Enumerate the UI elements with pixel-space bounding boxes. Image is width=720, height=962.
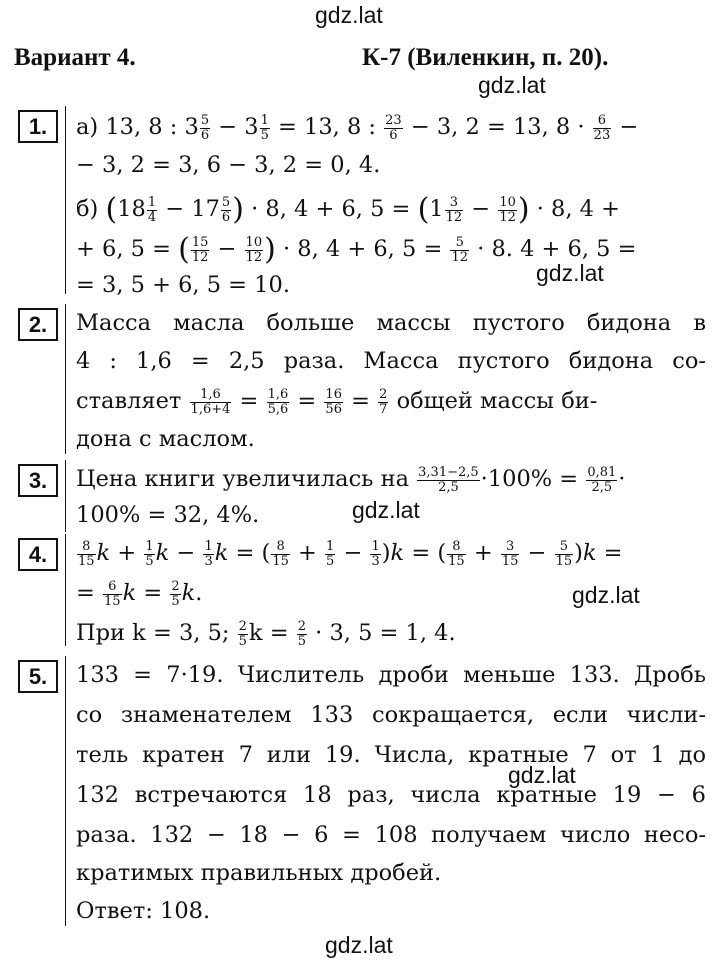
problem-4-line-1: $\frac{8}{15}$ k + $\frac{1}{5}$ k − $\frac{1}{3}$ k = ( $\frac{8}{15}$ + $\frac{1}{5}$ − $\frac{1}{3}$ )k = ( $\frac{8}{15}$ + $\frac{3}{15}$ − $\frac{5}{15}$ )k = bbox=[78, 538, 623, 569]
problem-1-line-2: − 3, 2 = 3, 6 − 3, 2 = 0, 4. bbox=[76, 152, 381, 178]
problem-number-3: 3. bbox=[18, 464, 58, 497]
part-b-label: б) bbox=[76, 196, 99, 222]
problem-number-4: 4. bbox=[18, 538, 58, 571]
problem-5-line-5: раза. 132 − 18 − 6 = 108 получаем число несо- bbox=[76, 822, 706, 848]
problem-divider bbox=[65, 106, 66, 294]
problem-3-line-1: Цена книги увеличилась на $\frac{3,31-2,5}{2,5}$ ·100% = $\frac{0,81}{2,5}$ · bbox=[76, 464, 626, 495]
problem-2-line-4: дона с маслом. bbox=[76, 426, 255, 452]
problem-4-text-b: k = bbox=[248, 620, 296, 646]
problem-5-line-6: кратимых правильных дробей. bbox=[76, 860, 442, 886]
problem-4-text-a: При k = 3, 5; bbox=[76, 620, 230, 646]
watermark-bottom: gdz.lat bbox=[325, 932, 393, 958]
watermark: gdz.lat bbox=[536, 260, 604, 286]
problem-1-line-5: = 3, 5 + 6, 5 = 10. bbox=[76, 272, 290, 298]
problem-2-line-1: Масса масла больше массы пустого бидона в bbox=[76, 310, 706, 336]
problem-4-line-2: = $\frac{6}{15}$ k = $\frac{2}{5}$ k. bbox=[76, 578, 203, 609]
problem-5-line-3: тель кратен 7 или 19. Числа, кратные 7 от 1 до bbox=[76, 742, 706, 768]
problem-4-line-3: При k = 3, 5; $\frac{2}{5}$ k = $\frac{2}{5}$ · 3, 5 = 1, 4. bbox=[76, 618, 456, 649]
problem-number-1: 1. bbox=[18, 110, 58, 143]
problem-5-line-4: 132 встречаются 18 раз, числа кратные 19 − 6 bbox=[76, 782, 706, 808]
problem-1-line-1: а) 13, 8 : 3 $\frac{5}{6}$ − 3 $\frac{1}{5}$ = 13, 8 : $\frac{23}{6}$ − 3, 2 = 13, 8 · $\frac{6}{23}$ − bbox=[76, 112, 639, 143]
part-a-label: а) bbox=[76, 114, 99, 140]
problem-number-2: 2. bbox=[18, 308, 58, 341]
problem-2-text-a: ставляет bbox=[76, 388, 182, 414]
problem-1-line-3: б) (18 $\frac{1}{4}$ − 17 $\frac{5}{6}$ ) · 8, 4 + 6, 5 = (1 $\frac{3}{12}$ − $\frac{10}{12}$ ) · 8, 4 + bbox=[76, 192, 620, 227]
problem-divider bbox=[65, 460, 66, 532]
problem-2-line-2: 4 : 1,6 = 2,5 раза. Масса пустого бидона со- bbox=[76, 348, 706, 374]
problem-2-text-b: общей массы би- bbox=[396, 388, 598, 414]
problem-number-5: 5. bbox=[18, 660, 58, 693]
problem-divider bbox=[65, 656, 66, 926]
watermark: gdz.lat bbox=[508, 762, 576, 788]
problem-5-line-2: со знаменателем 133 сокращается, если числи- bbox=[76, 702, 706, 728]
problem-3-text-a: Цена книги увеличилась на bbox=[76, 466, 409, 492]
watermark: gdz.lat bbox=[352, 497, 420, 523]
problem-3-line-2: 100% = 32, 4%. bbox=[76, 502, 260, 528]
problem-5-answer: Ответ: 108. bbox=[76, 898, 211, 924]
problem-5-line-1: 133 = 7·19. Числитель дроби меньше 133. Дробь bbox=[76, 662, 706, 688]
problem-4-text-c: · 3, 5 = 1, 4. bbox=[308, 620, 456, 646]
watermark-top: gdz.lat bbox=[315, 2, 383, 28]
problem-1-line-4: + 6, 5 = ( $\frac{15}{12}$ − $\frac{10}{12}$ ) · 8, 4 + 6, 5 = $\frac{5}{12}$ · 8. 4 + 6, 5 = bbox=[76, 232, 637, 267]
variant-title: Вариант 4. bbox=[14, 44, 136, 71]
problem-2-line-3: ставляет $\frac{1,6}{1,6+4}$ = $\frac{1,6}{5,6}$ = $\frac{16}{56}$ = $\frac{2}{7}$ общей массы би- bbox=[76, 386, 598, 417]
problem-divider bbox=[65, 304, 66, 454]
watermark: gdz.lat bbox=[478, 72, 546, 98]
watermark: gdz.lat bbox=[572, 582, 640, 608]
problem-divider bbox=[65, 534, 66, 646]
source-title: К-7 (Виленкин, п. 20). bbox=[362, 44, 609, 71]
